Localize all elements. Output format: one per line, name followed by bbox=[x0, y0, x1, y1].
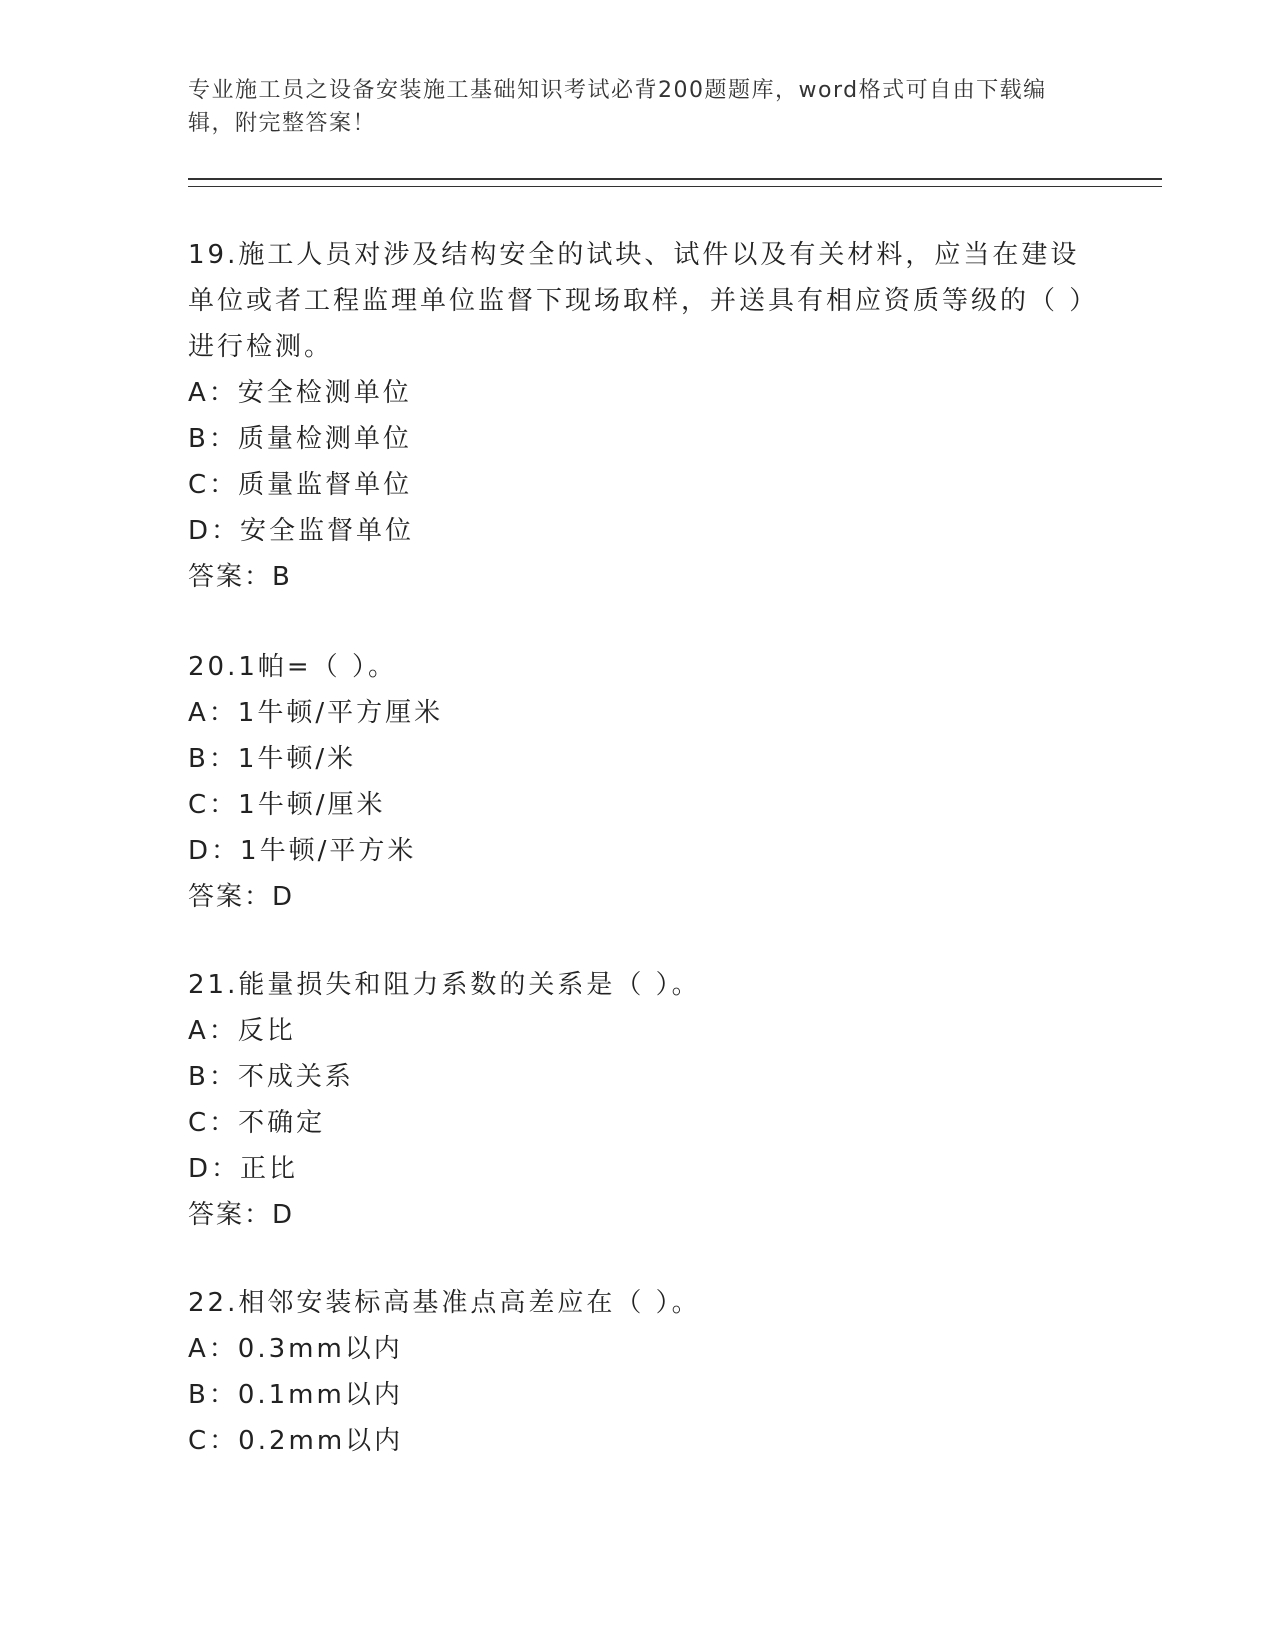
document-title: 专业施工员之设备安装施工基础知识考试必背200题题库，word格式可自由下载编辑，附完整答案！ bbox=[188, 78, 1047, 136]
option-a: A：1牛顿/平方厘米 bbox=[188, 698, 444, 728]
option-c: C：质量监督单位 bbox=[188, 470, 413, 500]
question-stem: 19.施工人员对涉及结构安全的试块、试件以及有关材料，应当在建设单位或者工程监理单位监督下现场取样，并送具有相应资质等级的（ ）进行检测。 bbox=[188, 240, 1086, 362]
option-b: B：0.1mm以内 bbox=[188, 1380, 403, 1410]
option-d: D：1牛顿/平方米 bbox=[188, 836, 417, 866]
question-20 bbox=[188, 644, 1088, 920]
option-a: A：0.3mm以内 bbox=[188, 1334, 403, 1364]
option-a: A：反比 bbox=[188, 1016, 296, 1046]
question-stem: 22.相邻安装标高基准点高差应在（ ）。 bbox=[188, 1288, 701, 1318]
option-c: C：不确定 bbox=[188, 1108, 326, 1138]
option-d: D：正比 bbox=[188, 1154, 299, 1184]
option-b: B：1牛顿/米 bbox=[188, 744, 357, 774]
answer: 答案：B bbox=[188, 562, 292, 592]
option-d: D：安全监督单位 bbox=[188, 516, 415, 546]
option-b: B：质量检测单位 bbox=[188, 424, 412, 454]
option-c: C：0.2mm以内 bbox=[188, 1426, 404, 1456]
answer: 答案：D bbox=[188, 882, 295, 912]
question-stem: 20.1帕=（ ）。 bbox=[188, 652, 397, 682]
question-stem: 21.能量损失和阻力系数的关系是（ ）。 bbox=[188, 970, 701, 1000]
answer: 答案：D bbox=[188, 1200, 295, 1230]
question-19 bbox=[188, 232, 1088, 600]
option-b: B：不成关系 bbox=[188, 1062, 354, 1092]
question-22 bbox=[188, 1280, 1088, 1464]
question-21 bbox=[188, 962, 1088, 1238]
option-a: A：安全检测单位 bbox=[188, 378, 412, 408]
option-c: C：1牛顿/厘米 bbox=[188, 790, 386, 820]
header-divider bbox=[188, 178, 1162, 187]
